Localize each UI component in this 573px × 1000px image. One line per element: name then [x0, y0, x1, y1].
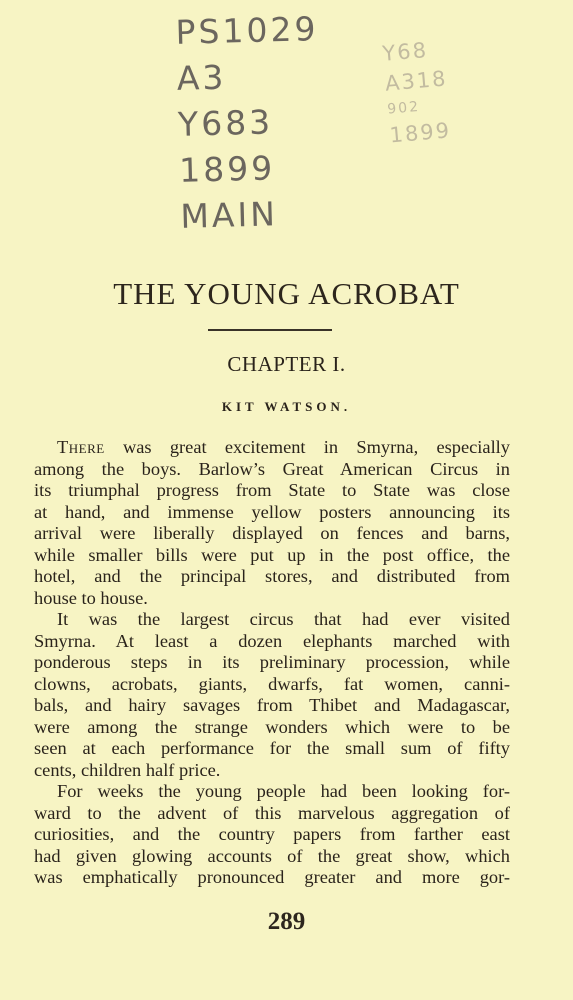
text-line: its triumphal progress from State to State was close: [34, 480, 510, 500]
text-line: Smyrna. At least a dozen elephants marched with: [34, 630, 510, 651]
chapter-subtitle: KIT WATSON.: [221, 399, 352, 414]
call-number-line: MAIN: [179, 194, 279, 236]
pencil-note: A318: [384, 66, 449, 96]
text-line: bals, and hairy savages from Thibet and Madagascar,: [34, 695, 510, 715]
page-number: 289: [267, 908, 306, 935]
text-line: seen at each performance for the small sum of fifty: [34, 738, 510, 758]
text-line: at hand, and immense yellow posters announcing its: [34, 501, 510, 522]
pencil-note: 902: [386, 98, 421, 118]
text-line: ponderous steps in its preliminary procession, while: [34, 652, 510, 672]
text-line: For weeks the young people had been looking for-: [57, 781, 510, 801]
text-line: There was great excitement in Smyrna, especially: [57, 437, 510, 457]
text-line: were among the strange wonders which were to be: [34, 716, 510, 737]
handwritten-call-number: [175, 6, 324, 240]
call-number-line: PS1029: [175, 9, 319, 52]
title-rule: [208, 329, 332, 331]
text-line: while smaller bills were put up in the post office, the: [34, 544, 510, 565]
text-line: had given glowing accounts of the great show, which: [34, 845, 510, 866]
text-line: curiosities, and the country papers from farther east: [34, 824, 510, 844]
text-line: house to house.: [34, 587, 148, 608]
pencil-note: Y68: [381, 37, 429, 66]
book-title: THE YOUNG ACROBAT: [113, 276, 460, 311]
body-text: [34, 437, 510, 889]
text-line: ward to the advent of this marvelous aggregation of: [34, 802, 510, 823]
text-line: arrival were liberally displayed on fences and barns,: [34, 523, 510, 543]
call-number-line: 1899: [178, 148, 276, 190]
drop-word: There: [57, 437, 105, 457]
call-number-line: A3: [176, 57, 227, 98]
text-line: cents, children half price.: [34, 759, 221, 780]
text-line: among the boys. Barlow’s Great American Circus in: [34, 458, 510, 479]
text-line: hotel, and the principal stores, and distributed from: [34, 566, 510, 586]
chapter-heading: CHAPTER I.: [227, 352, 346, 376]
pencil-notes: [381, 33, 453, 150]
text-line: was emphatically pronounced greater and more gor-: [34, 867, 510, 887]
text-line: It was the largest circus that had ever visited: [57, 609, 510, 629]
call-number-line: Y683: [177, 102, 274, 144]
text-line: clowns, acrobats, giants, dwarfs, fat women, canni-: [34, 673, 510, 694]
pencil-note: 1899: [388, 118, 452, 148]
